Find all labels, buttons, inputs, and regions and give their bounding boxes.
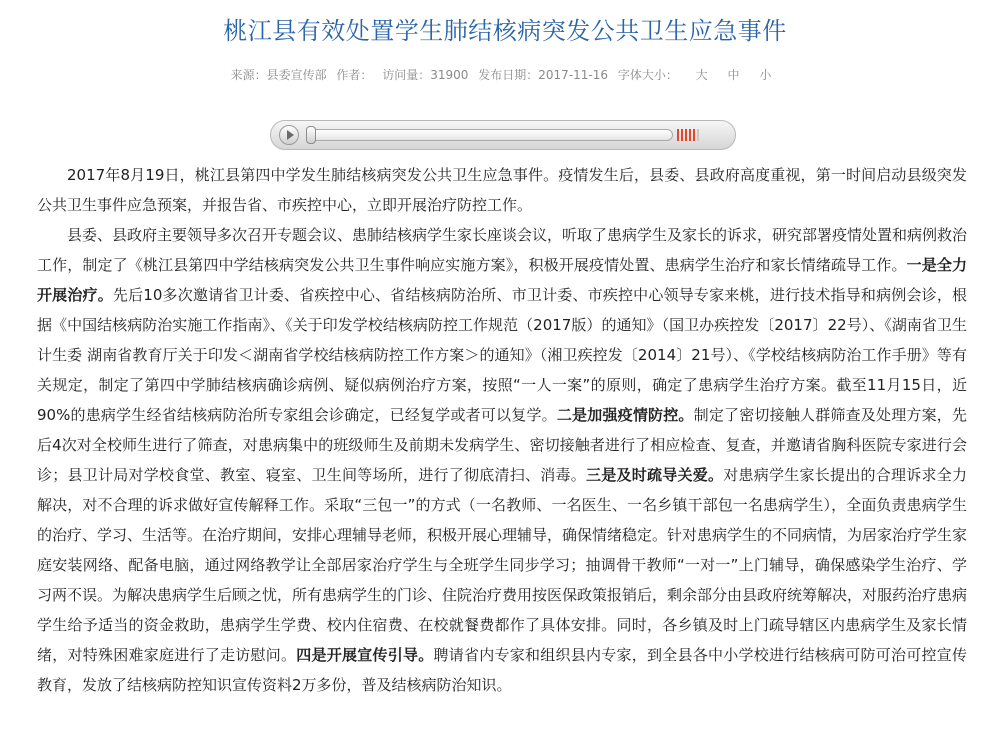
paragraph-text: 2017年8月19日，桃江县第四中学发生肺结核病突发公共卫生应急事件。疫情发生后，县委、县政府高度重视，第一时间启动县级突发公共卫生事件应急预案，并报告省、市疾控中心，立即开展治疗防控工作。 [37,166,967,214]
article-title: 桃江县有效处置学生肺结核病突发公共卫生应急事件 [223,17,787,45]
article-paragraph [37,160,967,220]
volume-bar-icon [693,129,695,141]
meta-source: 来源：县委宣传部 [230,68,327,82]
paragraph-highlight: 二是加强疫情防控。 [556,406,694,424]
volume-bar-icon [689,129,691,141]
seek-thumb[interactable] [306,126,316,144]
font-size-large-link[interactable]: 大 [695,68,708,82]
paragraph-text: 县委、县政府主要领导多次召开专题会议、患肺结核病学生家长座谈会议，听取了患病学生及家长的诉求，研究部署疫情处置和病例救治工作，制定了《桃江县第四中学结核病突发公共卫生事件响应实施方案》，积极开展疫情处置、患病学生治疗和家长情绪疏导工作。 [37,226,968,274]
volume-bar-icon [685,129,687,141]
volume-bar-icon [677,129,679,141]
paragraph-highlight: 四是开展宣传引导。 [296,646,434,664]
article-meta [0,66,985,84]
paragraph-text: 制定了密切接触人群筛查及处理方案，先后4次对全校师生进行了筛查，对患病集中的班级师生及前期未发病学生、密切接触者进行了相应检查、复查，并邀请省胸科医院专家进行会诊；县卫计局对学校食堂、教室、寝室、卫生间等场所，进行了彻底清扫、消毒。 [37,406,967,484]
play-icon [287,130,294,140]
meta-views: 访问量：31900 [382,68,469,82]
font-size-small-link[interactable]: 小 [759,68,772,82]
paragraph-highlight: 三是及时疏导关爱。 [585,466,724,484]
article-paragraph [37,220,967,700]
volume-bar-icon [681,129,683,141]
paragraph-text: 聘请省内专家和组织县内专家，到全县各中小学校进行结核病可防可治可控宣传教育，发放了结核病防控知识宣传资料2万多份，普及结核病防治知识。 [37,646,967,694]
article-body [37,160,967,700]
font-size-medium-link[interactable]: 中 [727,68,740,82]
paragraph-text: 对患病学生家长提出的合理诉求全力解决，对不合理的诉求做好宣传解释工作。采取“三包一”的方式（一名教师、一名医生、一名乡镇干部包一名患病学生），全面负责患病学生的治疗、学习、生活等。在治疗期间，安排心理辅导老师，积极开展心理辅导，确保情绪稳定。针对患病学生的不同病情，为居家治疗学生家庭安装网络、配备电脑，通过网络教学让全部居家治疗学生与全班学生同步学习；抽调骨干教师“一对一”上门辅导，确保感染学生治疗、学习两不误。为解决患病学生后顾之忧，所有患病学生的门诊、住院治疗费用按医保政策报销后，剩余部分由县政府统筹解决，对服药治疗患病学生给予适当的资金救助，患病学生学费、校内住宿费、在校就餐费都作了具体安排。同时，各乡镇及时上门疏导辖区内患病学生及家长情绪，对特殊困难家庭进行了走访慰问。 [37,466,968,664]
play-button[interactable] [279,125,299,145]
meta-author: 作者： [336,68,373,82]
volume-bar-icon [697,129,699,141]
seek-bar[interactable] [307,129,673,141]
volume-control[interactable] [677,129,703,141]
audio-player [270,120,736,150]
meta-font-size-label: 字体大小： [617,68,678,82]
paragraph-text: 先后10多次邀请省卫计委、省疾控中心、省结核病防治所、市卫计委、市疾控中心领导专家来桃，进行技术指导和病例会诊，根据《中国结核病防治实施工作指南》、《关于印发学校结核病防控工作规范（2017版）的通知》（国卫办疾控发〔2017〕22号）、《湖南省卫生计生委 湖南省教育厅关于印发＜湖南省学校结核病防控工作方案＞的通知》（湘卫疾控发〔2014〕21号）、《学校结核病防治工作手册》等有关规定，制定了第四中学肺结核病确诊病例、疑似病例治疗方案，按照“一人一案”的原则，确定了患病学生治疗方案。截至11月15日，近90%的患病学生经省结核病防治所专家组会诊确定，已经复学或者可以复学。 [37,286,967,424]
meta-date: 发布日期：2017-11-16 [478,68,609,82]
paragraph-highlight: 一是全力开展治疗。 [37,256,967,304]
